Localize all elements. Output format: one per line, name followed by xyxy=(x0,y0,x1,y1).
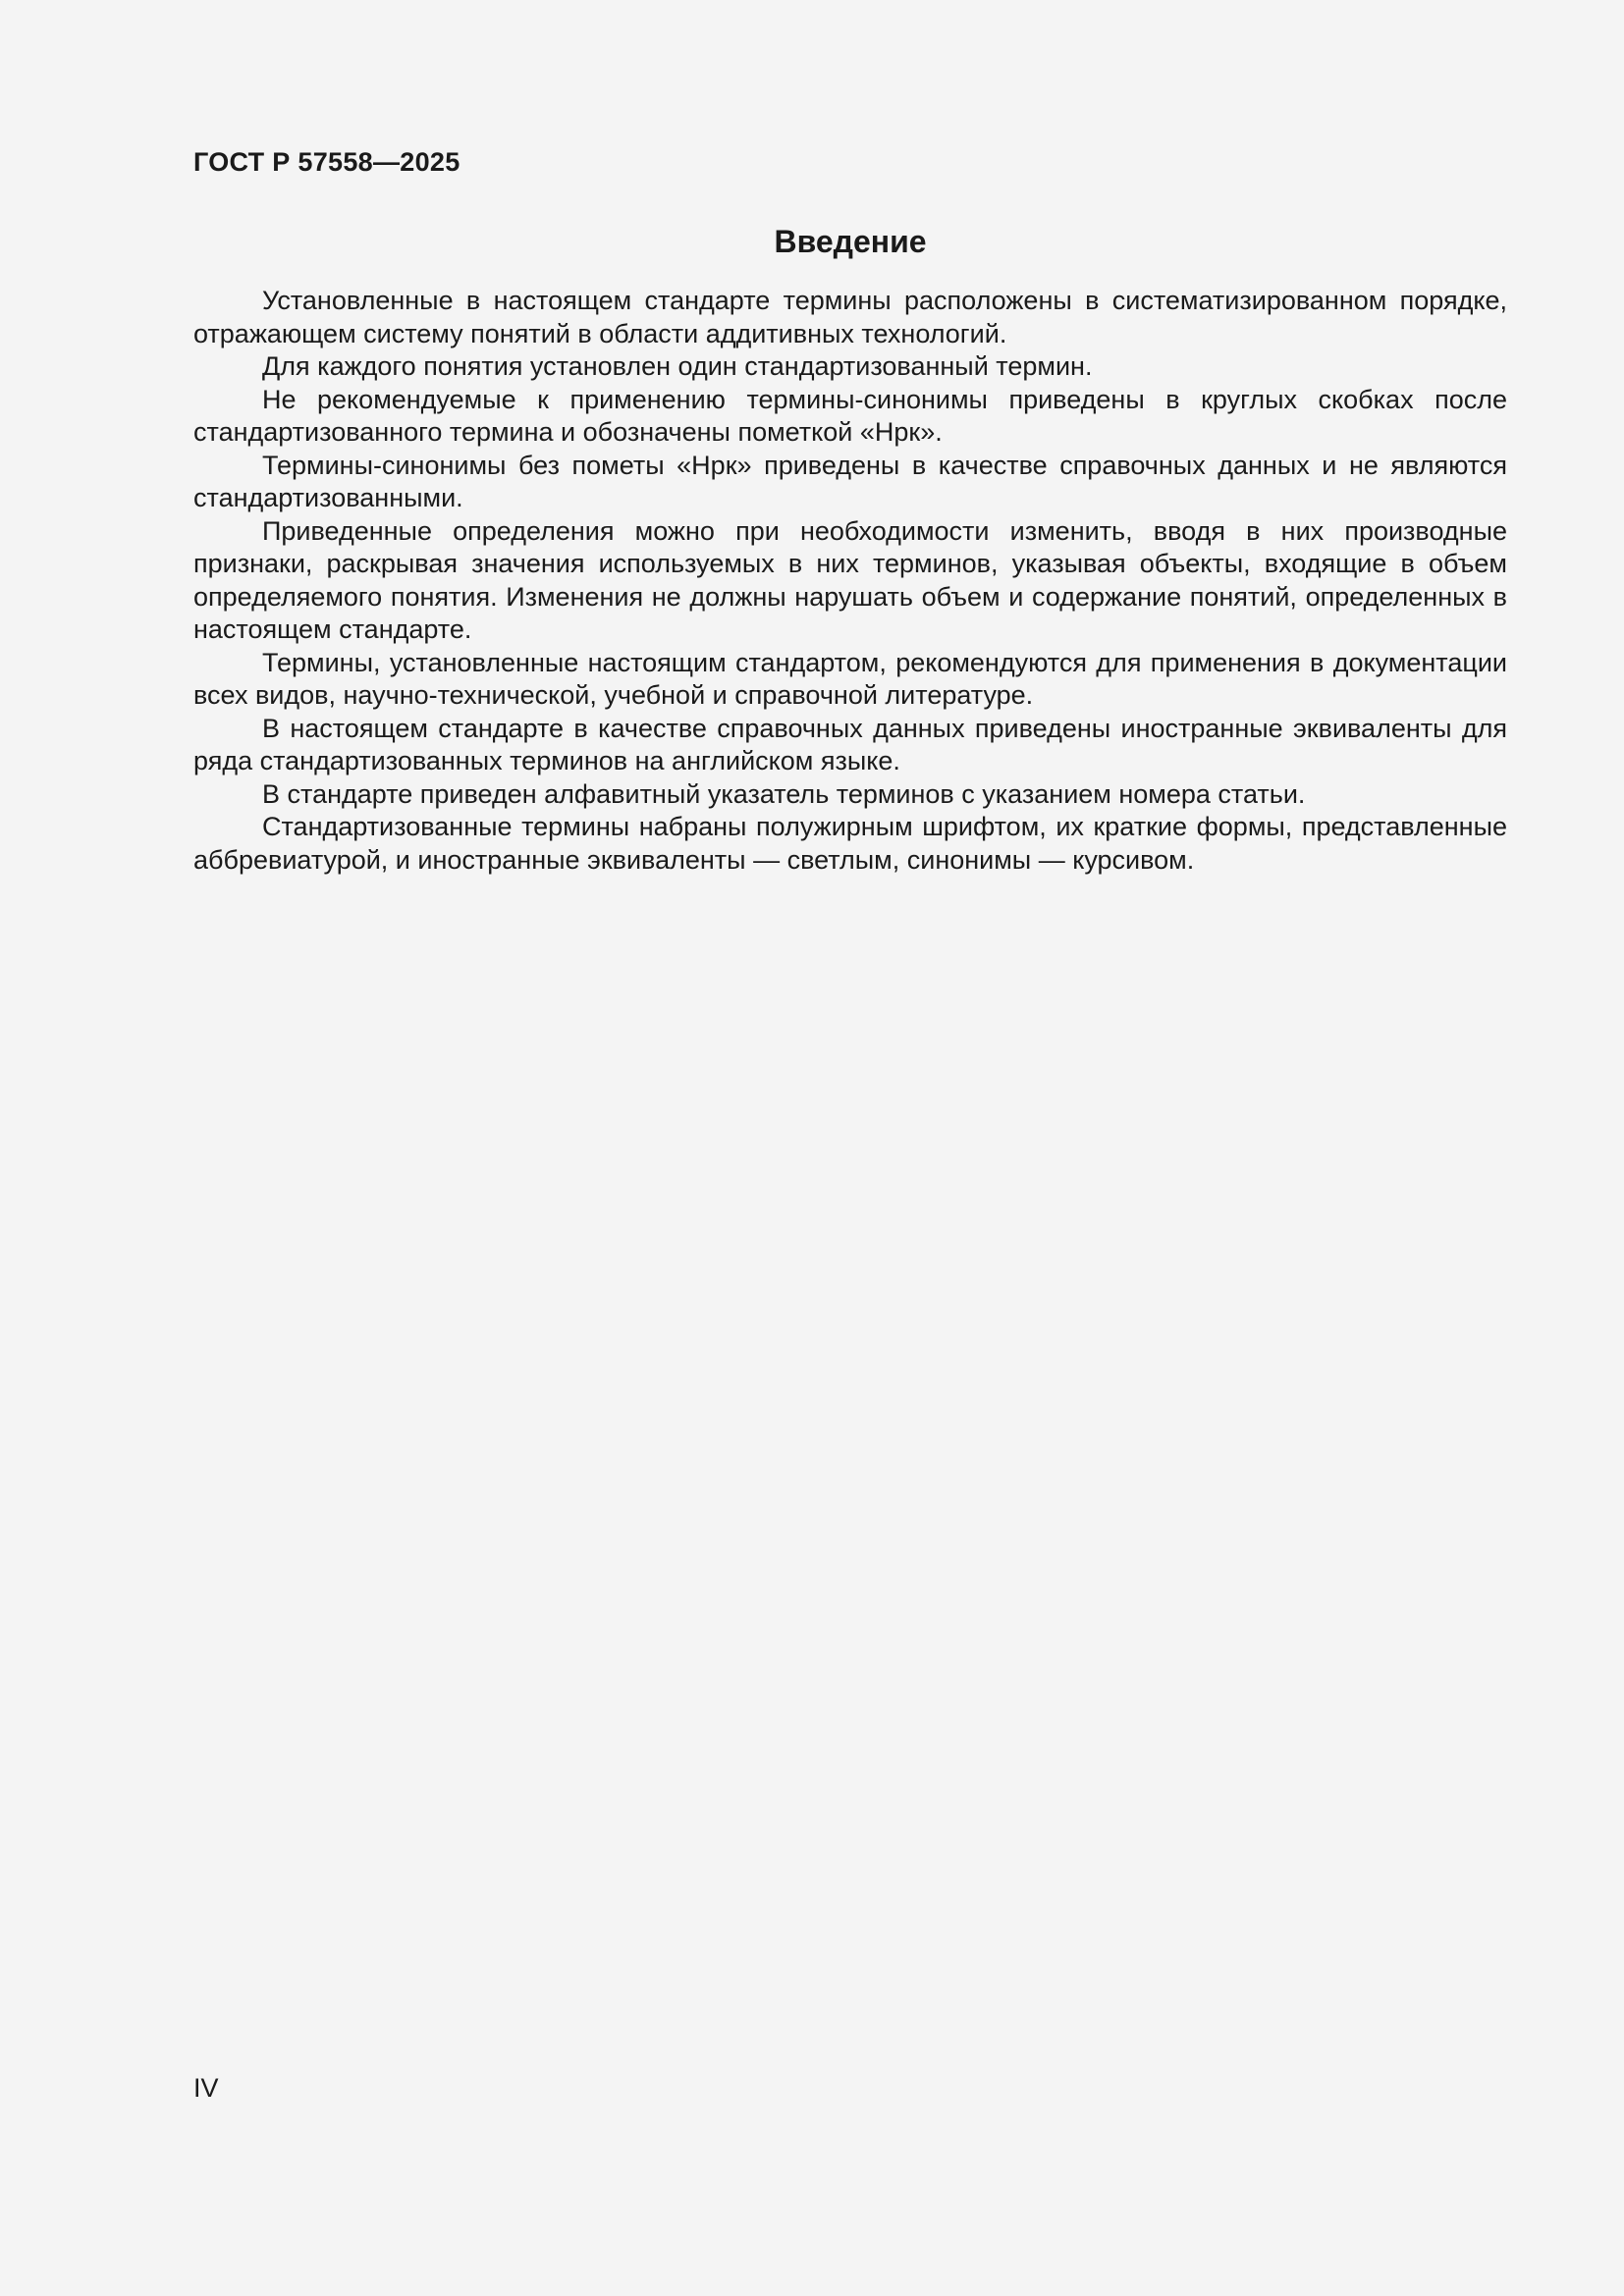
paragraph: Стандартизованные термины набраны полужирным шрифтом, их краткие формы, представленные аббревиатурой, и иностранные эквиваленты — светлым, синонимы — курсивом. xyxy=(193,812,1507,875)
document-header-standard-id: ГОСТ Р 57558—2025 xyxy=(193,147,460,177)
paragraph: В настоящем стандарте в качестве справочных данных приведены иностранные эквиваленты для ряда стандартизованных терминов на английском языке. xyxy=(193,713,1507,775)
paragraph: Приведенные определения можно при необходимости изменить, вводя в них производные признаки, раскрывая значения используемых в них терминов, указывая объекты, входящие в объем определяемого понятия. Изменения не должны нарушать объем и содержание понятий, определенных в настоящем стандарте. xyxy=(193,515,1507,644)
paragraph: В стандарте приведен алфавитный указатель терминов с указанием номера статьи. xyxy=(262,778,1306,809)
paragraph: Установленные в настоящем стандарте термины расположены в систематизированном порядке, отражающем систему понятий в области аддитивных технологий. xyxy=(193,286,1507,348)
paragraph: Термины, установленные настоящим стандартом, рекомендуются для применения в документации всех видов, научно-технической, учебной и справочной литературе. xyxy=(193,647,1507,710)
section-title: Введение xyxy=(774,224,927,259)
section-body xyxy=(193,285,1507,877)
paragraph: Термины-синонимы без пометы «Нрк» приведены в качестве справочных данных и не являются стандартизованными. xyxy=(193,450,1507,512)
paragraph: Для каждого понятия установлен один стандартизованный термин. xyxy=(262,351,1093,381)
page-number: IV xyxy=(193,2073,219,2103)
paragraph: Не рекомендуемые к применению термины-синонимы приведены в круглых скобках после стандартизованного термина и обозначены пометкой «Нрк». xyxy=(193,384,1507,447)
